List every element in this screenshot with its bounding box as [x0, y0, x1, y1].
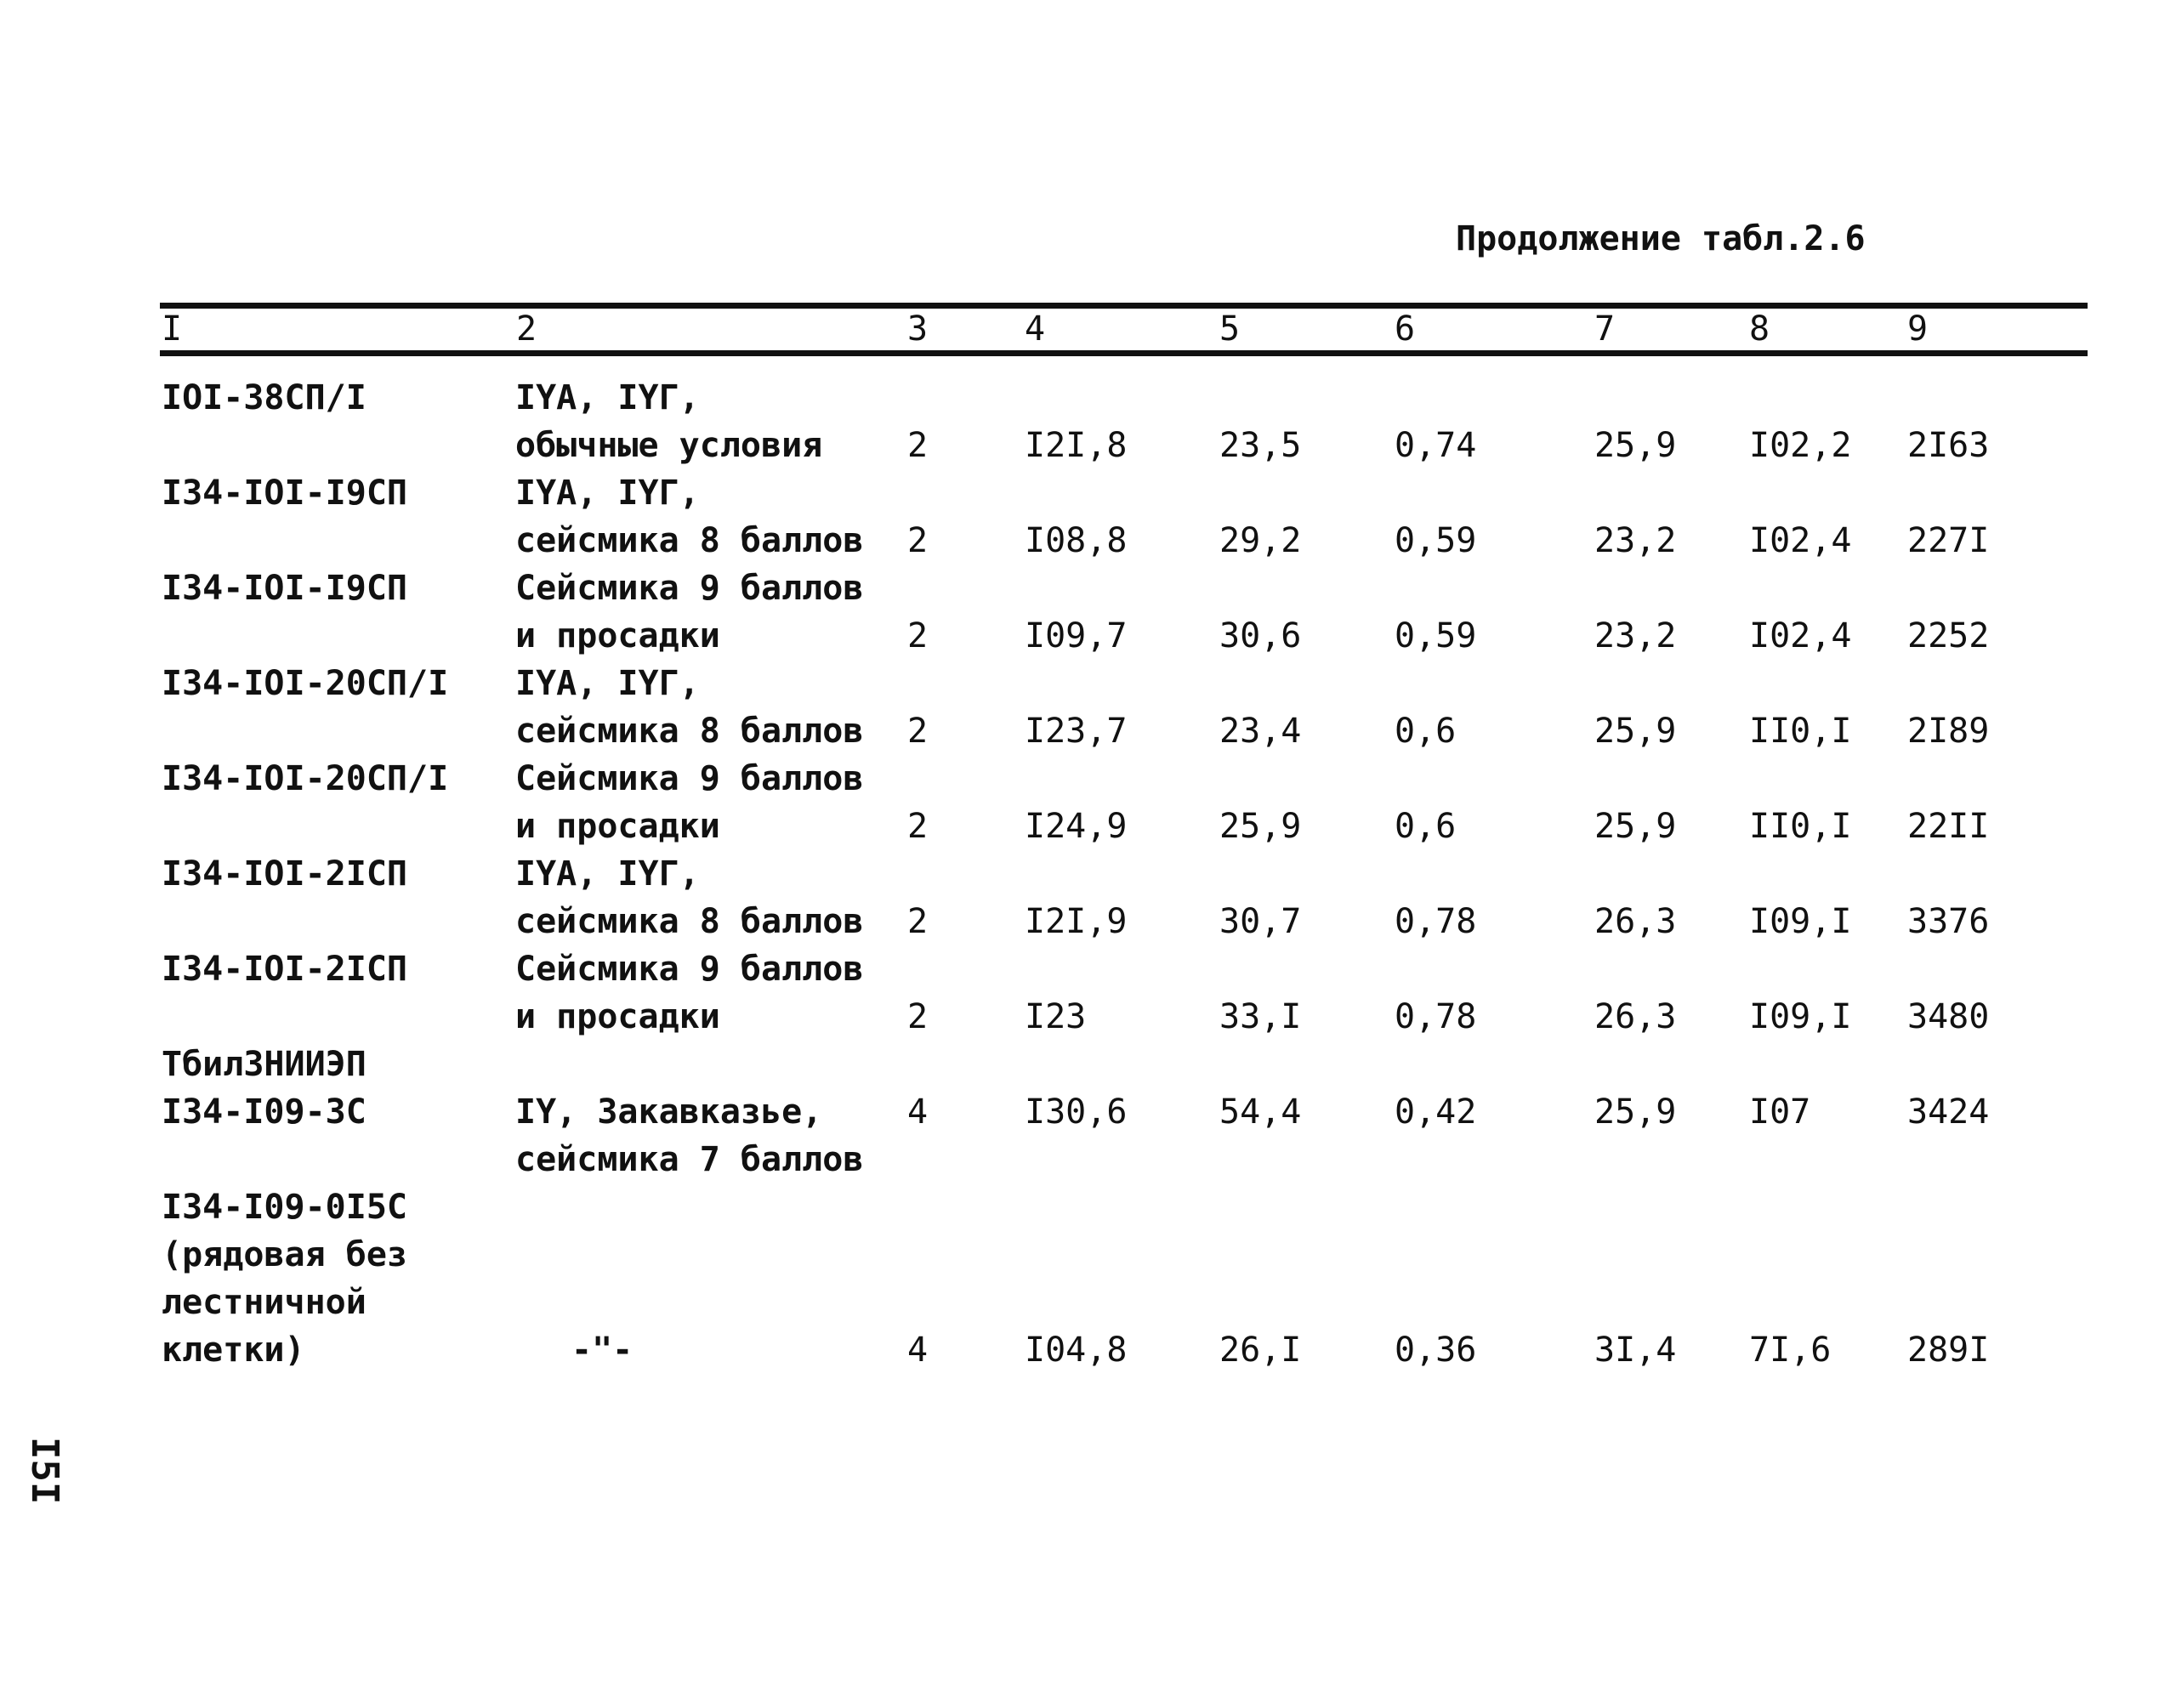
conditions-cell: и просадки: [515, 997, 720, 1036]
table-header-rule: [160, 350, 2088, 356]
designation-cell: клетки): [162, 1331, 305, 1370]
table-top-rule: [160, 303, 2088, 309]
value-cell: 25,9: [1219, 807, 1302, 846]
designation-cell: I34-IOI-I9СП: [162, 474, 407, 513]
value-cell: 289I: [1907, 1331, 1990, 1370]
value-cell: 4: [907, 1331, 929, 1370]
designation-cell: I34-I09-0I5С: [162, 1188, 407, 1227]
value-cell: I09,7: [1025, 616, 1128, 655]
value-cell: 2: [907, 902, 929, 941]
value-cell: 23,4: [1219, 712, 1302, 751]
value-cell: 23,2: [1594, 521, 1677, 560]
value-cell: I02,4: [1749, 521, 1852, 560]
value-cell: 26,I: [1219, 1331, 1302, 1370]
value-cell: 0,42: [1395, 1092, 1477, 1132]
conditions-cell: Сейсмика 9 баллов: [515, 759, 864, 798]
designation-cell: IOI-38СП/I: [162, 378, 366, 417]
conditions-cell: IYA, IYГ,: [515, 664, 700, 703]
value-cell: 227I: [1907, 521, 1990, 560]
column-header: 4: [1025, 309, 1046, 349]
page-number: I5I: [23, 1437, 66, 1505]
value-cell: 26,3: [1594, 997, 1677, 1036]
value-cell: I2I,8: [1025, 426, 1128, 465]
value-cell: I08,8: [1025, 521, 1128, 560]
value-cell: 23,2: [1594, 616, 1677, 655]
value-cell: 0,59: [1395, 521, 1477, 560]
conditions-cell: сейсмика 8 баллов: [515, 712, 864, 751]
value-cell: 0,6: [1395, 712, 1457, 751]
column-header: 5: [1219, 309, 1241, 349]
value-cell: 2: [907, 521, 929, 560]
value-cell: 54,4: [1219, 1092, 1302, 1132]
conditions-cell: IYA, IYГ,: [515, 474, 700, 513]
designation-cell: ТбилЗНИИЭП: [162, 1045, 366, 1084]
value-cell: 2: [907, 712, 929, 751]
value-cell: 0,59: [1395, 616, 1477, 655]
value-cell: 0,78: [1395, 902, 1477, 941]
column-header: 3: [907, 309, 929, 349]
value-cell: 30,7: [1219, 902, 1302, 941]
value-cell: I30,6: [1025, 1092, 1128, 1132]
conditions-cell: сейсмика 8 баллов: [515, 521, 864, 560]
value-cell: I23,7: [1025, 712, 1128, 751]
column-header: I: [162, 309, 183, 349]
value-cell: I09,I: [1749, 997, 1852, 1036]
designation-cell: I34-IOI-20СП/I: [162, 759, 449, 798]
conditions-cell: сейсмика 8 баллов: [515, 902, 864, 941]
value-cell: 3424: [1907, 1092, 1990, 1132]
value-cell: I09,I: [1749, 902, 1852, 941]
designation-cell: I34-I09-3С: [162, 1092, 366, 1132]
value-cell: 2: [907, 997, 929, 1036]
value-cell: 4: [907, 1092, 929, 1132]
value-cell: I04,8: [1025, 1331, 1128, 1370]
table-caption: Продолжение табл.2.6: [1456, 219, 1866, 258]
value-cell: I23: [1025, 997, 1087, 1036]
value-cell: 0,78: [1395, 997, 1477, 1036]
value-cell: 7I,6: [1749, 1331, 1832, 1370]
conditions-cell: Сейсмика 9 баллов: [515, 569, 864, 608]
value-cell: 3376: [1907, 902, 1990, 941]
conditions-cell: и просадки: [515, 807, 720, 846]
conditions-cell: -"-: [571, 1331, 633, 1370]
value-cell: II0,I: [1749, 712, 1852, 751]
value-cell: 29,2: [1219, 521, 1302, 560]
conditions-cell: IY, Закавказье,: [515, 1092, 823, 1132]
value-cell: 0,36: [1395, 1331, 1477, 1370]
conditions-cell: IYA, IYГ,: [515, 854, 700, 894]
value-cell: 3I,4: [1594, 1331, 1677, 1370]
column-header: 9: [1907, 309, 1929, 349]
column-header: 8: [1749, 309, 1770, 349]
column-header: 2: [516, 309, 537, 349]
value-cell: 25,9: [1594, 712, 1677, 751]
conditions-cell: обычные условия: [515, 426, 823, 465]
value-cell: 30,6: [1219, 616, 1302, 655]
value-cell: 2: [907, 807, 929, 846]
value-cell: 2I63: [1907, 426, 1990, 465]
value-cell: 23,5: [1219, 426, 1302, 465]
value-cell: II0,I: [1749, 807, 1852, 846]
value-cell: 22II: [1907, 807, 1990, 846]
column-header: 7: [1594, 309, 1616, 349]
conditions-cell: Сейсмика 9 баллов: [515, 950, 864, 989]
value-cell: 25,9: [1594, 426, 1677, 465]
value-cell: 2: [907, 426, 929, 465]
value-cell: 0,6: [1395, 807, 1457, 846]
conditions-cell: IYA, IYГ,: [515, 378, 700, 417]
value-cell: I02,4: [1749, 616, 1852, 655]
value-cell: 3480: [1907, 997, 1990, 1036]
value-cell: 25,9: [1594, 1092, 1677, 1132]
designation-cell: I34-IOI-2IСП: [162, 950, 407, 989]
designation-cell: I34-IOI-20СП/I: [162, 664, 449, 703]
value-cell: I24,9: [1025, 807, 1128, 846]
conditions-cell: и просадки: [515, 616, 720, 655]
conditions-cell: сейсмика 7 баллов: [515, 1140, 864, 1179]
value-cell: I2I,9: [1025, 902, 1128, 941]
value-cell: 2252: [1907, 616, 1990, 655]
column-header: 6: [1395, 309, 1416, 349]
value-cell: 33,I: [1219, 997, 1302, 1036]
value-cell: I07: [1749, 1092, 1811, 1132]
value-cell: 26,3: [1594, 902, 1677, 941]
designation-cell: (рядовая без: [162, 1235, 407, 1274]
value-cell: I02,2: [1749, 426, 1852, 465]
designation-cell: I34-IOI-I9СП: [162, 569, 407, 608]
designation-cell: лестничной: [162, 1283, 366, 1322]
value-cell: 2I89: [1907, 712, 1990, 751]
value-cell: 0,74: [1395, 426, 1477, 465]
value-cell: 2: [907, 616, 929, 655]
designation-cell: I34-IOI-2IСП: [162, 854, 407, 894]
value-cell: 25,9: [1594, 807, 1677, 846]
